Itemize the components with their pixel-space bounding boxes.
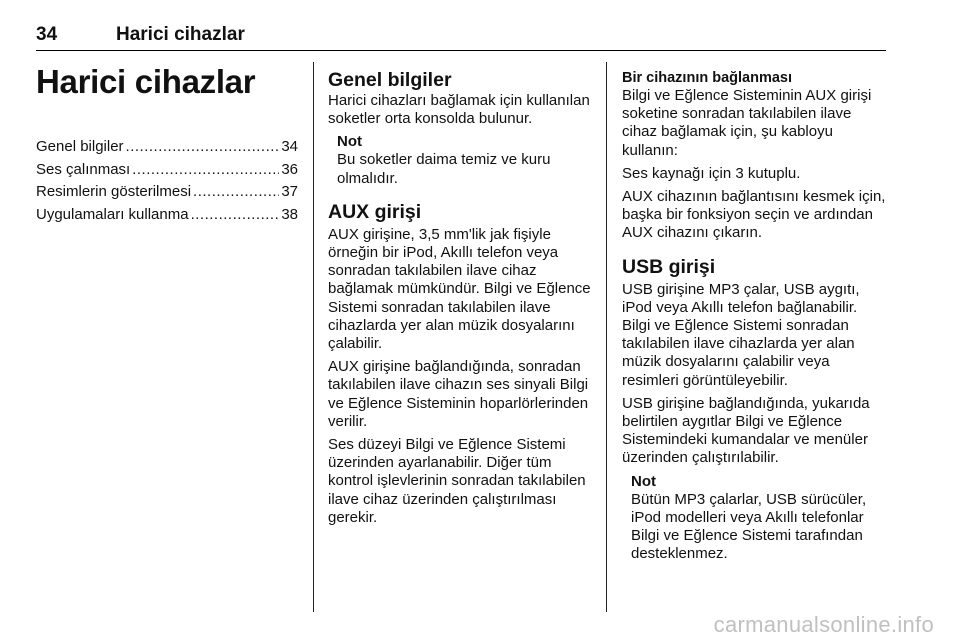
column-divider-1 xyxy=(313,62,314,612)
general-heading: Genel bilgiler xyxy=(328,69,452,91)
aux-paragraph: Ses düzeyi Bilgi ve Eğlence Sistemi üzerinden ayarlanabilir. Diğer tüm kontrol işlevlerinin sonradan takılabilen ilave cihaz üzerinden çalıştırılması gerekir. xyxy=(328,436,586,526)
toc-entry-page: 37 xyxy=(281,183,298,200)
toc-entry-page: 36 xyxy=(281,160,298,178)
usb-paragraph: USB girişine bağlandığında, yukarıda belirtilen aygıtlar Bilgi ve Eğlence Sistemindeki kumandalar ve menüler üzerinden çalıştırılabilir. xyxy=(622,394,870,467)
middle-column xyxy=(328,62,594,532)
chapter-heading: Harici cihazlar xyxy=(36,63,256,100)
note-title: Not xyxy=(631,472,656,490)
toc-column xyxy=(36,62,298,226)
toc-entry-label: Ses çalınması xyxy=(36,160,131,178)
watermark: carmanualsonline.info xyxy=(713,612,934,637)
note-text: Bütün MP3 çalarlar, USB sürücüler, iPod modelleri veya Akıllı telefonlar Bilgi ve Eğlence Sistemi tarafından desteklenmez. xyxy=(631,490,867,563)
column-divider-2 xyxy=(606,62,607,612)
note-title: Not xyxy=(337,133,362,151)
connect-paragraph: Ses kaynağı için 3 kutuplu. xyxy=(622,164,801,182)
toc-leader xyxy=(193,181,279,204)
chapter-title: Harici cihazlar xyxy=(116,24,245,45)
right-column xyxy=(622,62,888,571)
toc-entry[interactable] xyxy=(36,159,298,182)
page-number: 34 xyxy=(36,24,58,45)
toc-entry-label: Genel bilgiler xyxy=(36,138,124,155)
toc-leader xyxy=(191,204,280,227)
page-header xyxy=(36,24,886,51)
general-note xyxy=(337,133,594,187)
note-text: Bu soketler daima temiz ve kuru olmalıdır. xyxy=(337,151,551,187)
toc-entry[interactable] xyxy=(36,181,298,204)
toc-entry[interactable] xyxy=(36,204,298,227)
toc-entry-page: 34 xyxy=(281,138,298,155)
toc-entry-label: Uygulamaları kullanma xyxy=(36,205,189,223)
aux-heading: AUX girişi xyxy=(328,200,422,223)
toc-leader xyxy=(132,159,279,182)
general-intro: Harici cihazları bağlamak için kullanılan soketler orta konsolda bulunur. xyxy=(328,92,590,128)
usb-heading: USB girişi xyxy=(622,255,716,278)
aux-paragraph: AUX girişine bağlandığında, sonradan takılabilen ilave cihazın ses sinyali Bilgi ve Eğlence Sisteminin hoparlörlerinden verilir. xyxy=(328,358,589,430)
toc-entry-page: 38 xyxy=(281,205,298,223)
connect-heading: Bir cihazının bağlanması xyxy=(622,70,793,86)
usb-note xyxy=(631,473,888,564)
connect-paragraph: AUX cihazının bağlantısını kesmek için, başka bir fonksiyon seçin ve ardından AUX cihazını çıkarın. xyxy=(622,188,886,242)
usb-paragraph: USB girişine MP3 çalar, USB aygıtı, iPod veya Akıllı telefon bağlanabilir. Bilgi ve Eğlence Sistemi sonradan takılabilen ilave cihazlarda yer alan müzik dosyalarını çalabilir veya resimleri görüntüleyebilir. xyxy=(622,280,860,389)
aux-paragraph: AUX girişine, 3,5 mm'lik jak fişiyle örneğin bir iPod, Akıllı telefon veya sonradan takılabilen ilave cihaz bağlamak mümkündür. Bilgi ve Eğlence Sistemi sonradan takılabilen ilave cihazlarda yer alan müzik dosyalarını çalabilir. xyxy=(328,225,591,353)
toc-entry-label: Resimlerin gösterilmesi xyxy=(36,183,192,200)
connect-paragraph: Bilgi ve Eğlence Sisteminin AUX girişi soketine sonradan takılabilen ilave cihaz bağlamak için, şu kabloyu kullanın: xyxy=(622,87,872,159)
toc-leader xyxy=(126,136,280,159)
toc-entry[interactable] xyxy=(36,136,298,159)
